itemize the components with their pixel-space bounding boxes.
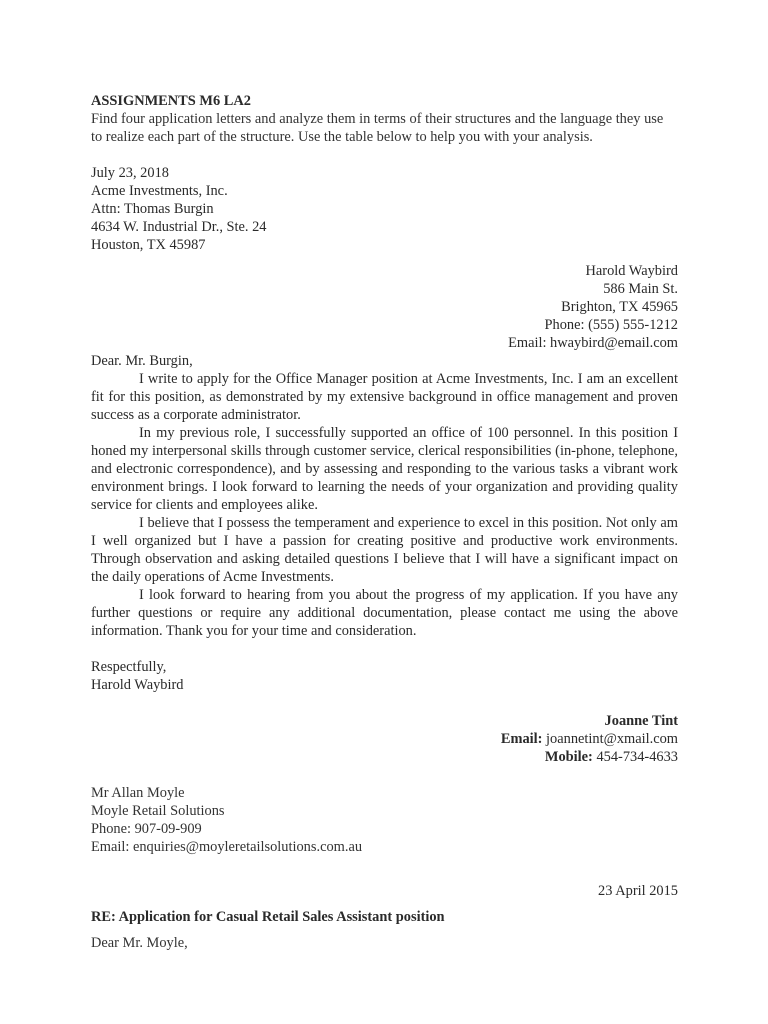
mobile-value: 454-734-4633 bbox=[592, 749, 678, 765]
recipient-line: Houston, TX 45987 bbox=[91, 237, 206, 253]
email-label: Email: bbox=[500, 731, 543, 747]
letter1-signature: Harold Waybird bbox=[91, 677, 184, 693]
recipient-line: Phone: 907-09-909 bbox=[91, 821, 202, 837]
letter2-email-line bbox=[91, 730, 678, 748]
letter2-sender-block bbox=[91, 712, 678, 766]
letter1-paragraph: In my previous role, I successfully supported an office of 100 personnel. In this position I honed my interpersonal skills through customer service, clerical responsibilities (in-phone, telephone, and electronic correspondence), and by assessing and responding to the various tasks a vibrant work environment brings. I look forward to learning the needs of your organization and providing quality service for clients and employees alike. bbox=[91, 425, 678, 513]
letter1-salutation: Dear. Mr. Burgin, bbox=[91, 353, 193, 369]
letter1-paragraph: I believe that I possess the temperament and experience to excel in this position. Not only am I well organized but I have a passion for creating positive and productive work environments. Through observation and asking detailed questions I believe that I will have a significant impact on the daily operations of Acme Investments. bbox=[91, 515, 678, 585]
letter1-sender-address bbox=[91, 262, 678, 352]
letter1-body bbox=[91, 370, 678, 640]
letter1-date: July 23, 2018 bbox=[91, 165, 169, 181]
assignment-heading: ASSIGNMENTS M6 LA2 bbox=[91, 93, 251, 109]
document-body bbox=[91, 92, 678, 952]
sender-line: Email: hwaybird@email.com bbox=[508, 335, 678, 351]
sender-line: 586 Main St. bbox=[603, 281, 678, 297]
recipient-line: Attn: Thomas Burgin bbox=[91, 201, 214, 217]
letter2-mobile-line bbox=[91, 748, 678, 766]
letter1-paragraph: I look forward to hearing from you about the progress of my application. If you have any further questions or require any additional documentation, please contact me using the above information. Thank you for your time and consideration. bbox=[91, 587, 678, 639]
assignment-instructions: Find four application letters and analyze them in terms of their structures and the language they use to realize each part of the structure. Use the table below to help you with your analysis. bbox=[91, 111, 664, 145]
letter2-sender-name: Joanne Tint bbox=[604, 713, 678, 729]
sender-line: Phone: (555) 555-1212 bbox=[544, 317, 678, 333]
recipient-line: 4634 W. Industrial Dr., Ste. 24 bbox=[91, 219, 267, 235]
recipient-line: Email: enquiries@moyleretailsolutions.com.au bbox=[91, 839, 363, 855]
mobile-label: Mobile: bbox=[544, 749, 593, 765]
letter2-salutation: Dear Mr. Moyle, bbox=[91, 935, 188, 951]
sender-line: Harold Waybird bbox=[585, 263, 678, 279]
email-value: joannetint@xmail.com bbox=[542, 731, 678, 747]
recipient-line: Acme Investments, Inc. bbox=[91, 183, 228, 199]
letter2-recipient-address bbox=[91, 784, 678, 856]
letter2-subject: RE: Application for Casual Retail Sales Assistant position bbox=[91, 909, 445, 925]
letter1-paragraph: I write to apply for the Office Manager position at Acme Investments, Inc. I am an excellent fit for this position, as demonstrated by my extensive background in office management and proven success as a corporate administrator. bbox=[91, 371, 678, 423]
letter1-recipient-address bbox=[91, 182, 678, 254]
sender-line: Brighton, TX 45965 bbox=[561, 299, 678, 315]
recipient-line: Mr Allan Moyle bbox=[91, 785, 185, 801]
recipient-line: Moyle Retail Solutions bbox=[91, 803, 225, 819]
letter2-date: 23 April 2015 bbox=[598, 883, 678, 899]
letter1-closing: Respectfully, bbox=[91, 659, 167, 675]
